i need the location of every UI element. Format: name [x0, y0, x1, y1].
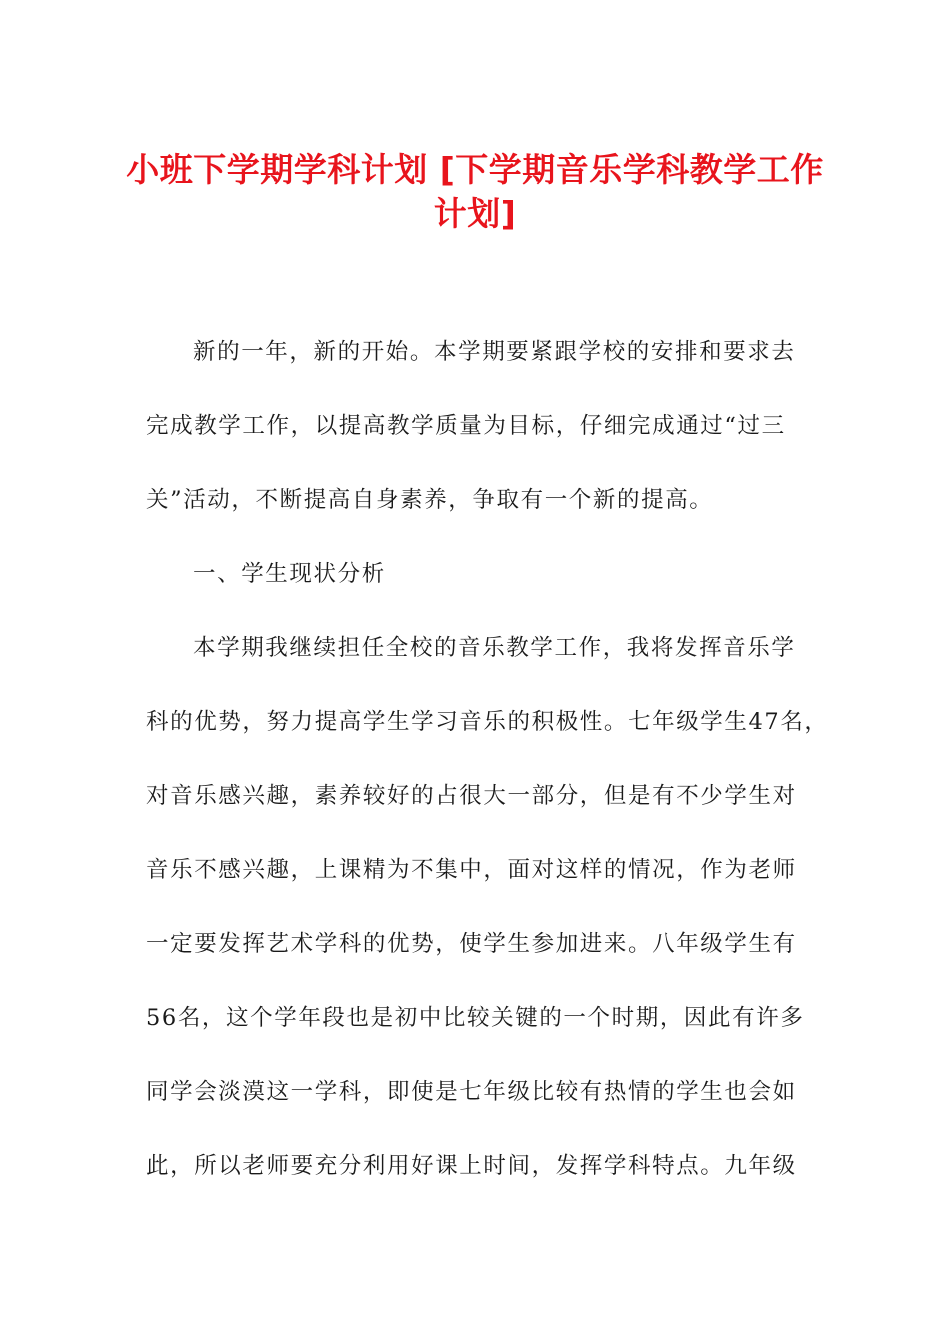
paragraph-line: 新的一年，新的开始。本学期要紧跟学校的安排和要求去: [193, 339, 796, 365]
paragraph-line: 科的优势，努力提高学生学习音乐的积极性。七年级学生47名，: [146, 709, 829, 735]
paragraph-line: 关”活动，不断提高自身素养，争取有一个新的提高。: [146, 487, 714, 513]
document-title: 小班下学期学科计划 [下学期音乐学科教学工作计划]: [126, 150, 824, 233]
paragraph-line: 56名，这个学年段也是初中比较关键的一个时期，因此有许多: [146, 1005, 805, 1031]
paragraph-line: 对音乐感兴趣，素养较好的占很大一部分，但是有不少学生对: [146, 783, 797, 809]
paragraph-line: 完成教学工作，以提高教学质量为目标，仔细完成通过“过三: [146, 413, 786, 439]
paragraph-line: 一定要发挥艺术学科的优势，使学生参加进来。八年级学生有: [146, 931, 797, 957]
paragraph-line: 同学会淡漠这一学科，即使是七年级比较有热情的学生也会如: [146, 1079, 797, 1105]
paragraph-line: 此，所以老师要充分利用好课上时间，发挥学科特点。九年级: [146, 1153, 797, 1179]
section-heading: 一、学生现状分析: [193, 561, 386, 587]
document-body: [146, 332, 829, 1220]
paragraph-line: 音乐不感兴趣，上课精为不集中，面对这样的情况，作为老师: [146, 857, 797, 883]
paragraph-line: 本学期我继续担任全校的音乐教学工作，我将发挥音乐学: [193, 635, 796, 661]
